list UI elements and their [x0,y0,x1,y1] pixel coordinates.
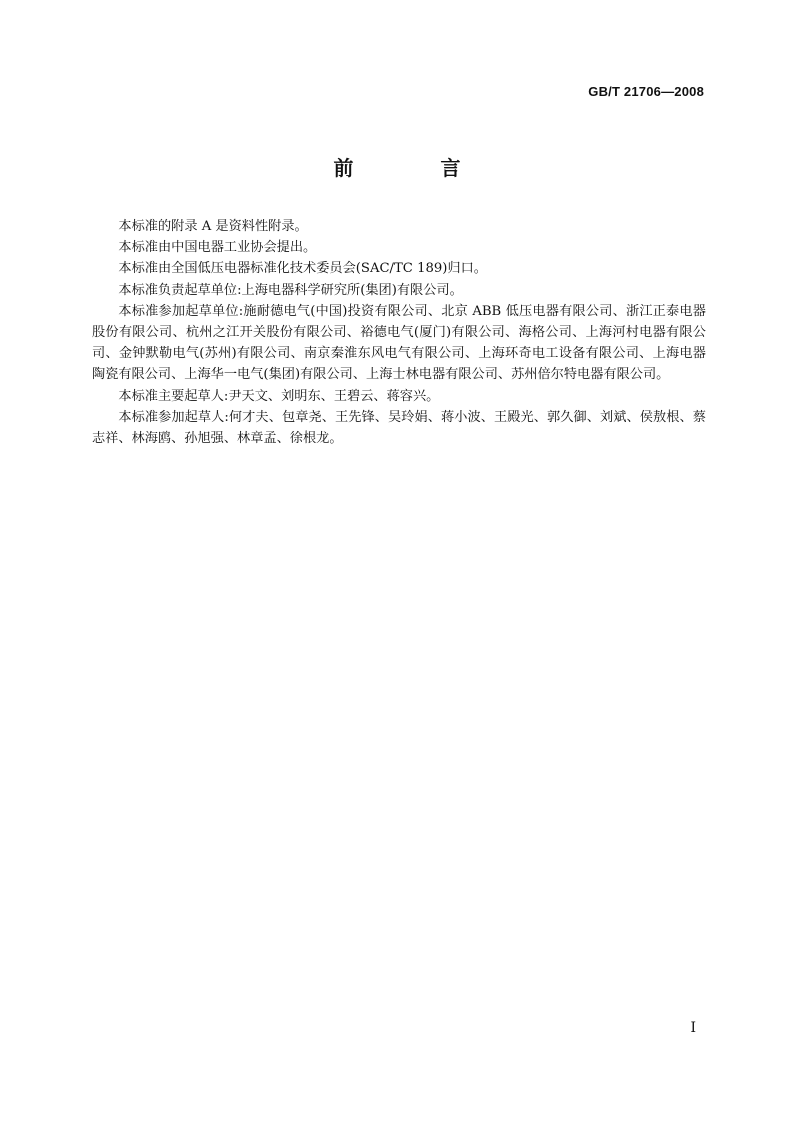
paragraph-annex-note: 本标准的附录 A 是资料性附录。 [118,219,308,234]
paragraph-proposer: 本标准由中国电器工业协会提出。 [118,240,317,256]
paragraph-committee: 本标准由全国低压电器标准化技术委员会(SAC/TC 189)归口。 [118,261,487,277]
page-number: I [690,1020,696,1036]
paragraph-participating-drafters: 本标准参加起草人:何才夫、包章尧、王先锋、吴玲娟、蒋小波、王殿光、郭久御、刘斌、侯敖根、蔡志祥、林海鸥、孙旭强、林章孟、徐根龙。 [92,409,706,447]
paragraph-lead-drafting-unit: 本标准负责起草单位:上海电器科学研究所(集团)有限公司。 [118,282,463,298]
foreword-body [92,216,706,449]
paragraph-participating-units: 本标准参加起草单位:施耐德电气(中国)投资有限公司、北京 ABB 低压电器有限公司、浙江正泰电器股份有限公司、杭州之江开关股份有限公司、裕德电气(厦门)有限公司、海格公司、上海河村电器有限公司、金钟默勒电气(苏州)有限公司、南京秦淮东风电气有限公司、上海环奇电工设备有限公司、上海电器陶瓷有限公司、上海华一电气(集团)有限公司、上海士林电器有限公司、苏州倍尔特电器有限公司。 [92,303,706,383]
page-title: 前 言 [333,156,501,180]
paragraph-main-drafters: 本标准主要起草人:尹天文、刘明东、王碧云、蒋容兴。 [118,388,440,404]
standard-number: GB/T 21706—2008 [588,84,704,99]
